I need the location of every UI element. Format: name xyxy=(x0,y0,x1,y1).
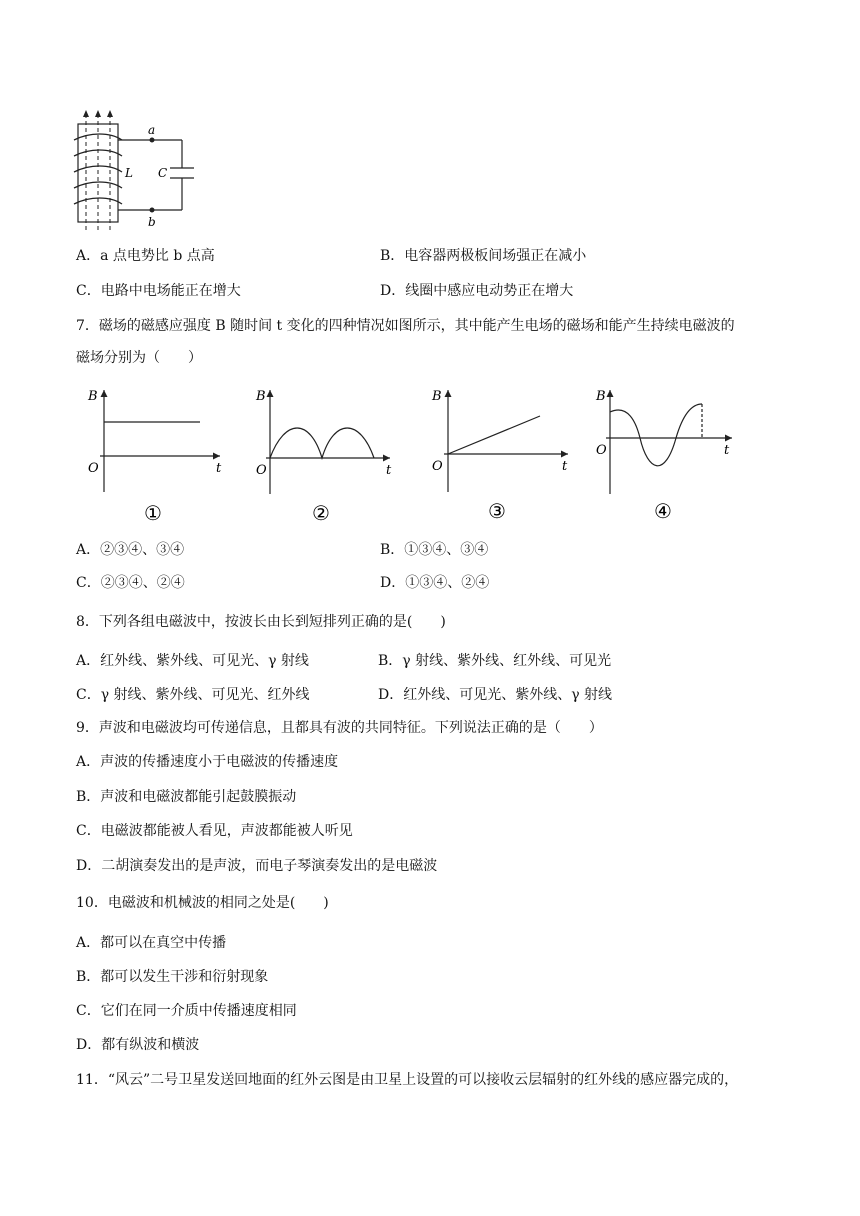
q7-graphs xyxy=(80,382,760,527)
label-b: b xyxy=(148,215,156,229)
lc-circuit-figure xyxy=(70,110,200,235)
graph3-axis-b: B xyxy=(432,389,442,404)
q8-option-c: C．γ 射线、紫外线、可见光、红外线 xyxy=(76,687,310,703)
graph1-axis-b: B xyxy=(88,389,98,404)
q8-option-b: B．γ 射线、紫外线、红外线、可见光 xyxy=(378,653,612,669)
q10-option-c: C．它们在同一介质中传播速度相同 xyxy=(76,1003,297,1019)
graph1-axis-t: t xyxy=(216,461,222,476)
label-L: L xyxy=(125,166,133,180)
q7-stem-line2: 磁场分别为（ ） xyxy=(76,350,202,366)
graph2-axis-t: t xyxy=(386,463,392,478)
graph3-label: ③ xyxy=(488,499,506,523)
q11-stem-line1: 11．“风云”二号卫星发送回地面的红外云图是由卫星上设置的可以接收云层辐射的红外线的感应器完成的， xyxy=(76,1072,739,1088)
q9-option-d: D．二胡演奏发出的是声波，而电子琴演奏发出的是电磁波 xyxy=(76,858,438,874)
graph1-origin: O xyxy=(88,461,99,476)
q8-option-d: D．红外线、可见光、紫外线、γ 射线 xyxy=(378,687,613,703)
q7-option-a: A．②③④、③④ xyxy=(76,542,185,558)
q6-option-d: D．线圈中感应电动势正在增大 xyxy=(380,283,574,299)
q9-stem: 9．声波和电磁波均可传递信息，且都具有波的共同特征。下列说法正确的是（ ） xyxy=(76,720,603,736)
graph2-label: ② xyxy=(312,501,330,525)
q10-option-b: B．都可以发生干涉和衍射现象 xyxy=(76,969,269,985)
q10-stem: 10．电磁波和机械波的相同之处是( ) xyxy=(76,895,329,911)
q7-option-b: B．①③④、③④ xyxy=(380,542,489,558)
graph-1 xyxy=(100,390,220,492)
q9-option-b: B．声波和电磁波都能引起鼓膜振动 xyxy=(76,789,297,805)
q7-option-c: C．②③④、②④ xyxy=(76,575,185,591)
graph4-axis-b: B xyxy=(596,389,606,404)
q8-option-a: A．红外线、紫外线、可见光、γ 射线 xyxy=(76,653,309,669)
label-C: C xyxy=(158,166,168,180)
graph1-label: ① xyxy=(144,501,162,525)
graph4-origin: O xyxy=(596,443,607,458)
q9-option-a: A．声波的传播速度小于电磁波的传播速度 xyxy=(76,754,339,770)
q10-option-a: A．都可以在真空中传播 xyxy=(76,935,227,951)
q9-option-c: C．电磁波都能被人看见，声波都能被人听见 xyxy=(76,823,353,839)
q7-stem-line1: 7．磁场的磁感应强度 B 随时间 t 变化的四种情况如图所示，其中能产生电场的磁场和能产生持续电磁波的 xyxy=(76,318,735,334)
label-a: a xyxy=(148,123,156,137)
q6-option-b: B．电容器两极板间场强正在减小 xyxy=(380,248,587,264)
graph-2 xyxy=(266,390,390,494)
q7-option-d: D．①③④、②④ xyxy=(380,575,490,591)
graph4-axis-t: t xyxy=(724,443,730,458)
graph2-origin: O xyxy=(256,463,267,478)
q10-option-d: D．都有纵波和横波 xyxy=(76,1037,200,1053)
graph-3 xyxy=(444,390,568,492)
graph-4 xyxy=(606,390,732,494)
q8-stem: 8．下列各组电磁波中，按波长由长到短排列正确的是( ) xyxy=(76,614,446,630)
q6-option-c: C．电路中电场能正在增大 xyxy=(76,283,241,299)
graph3-axis-t: t xyxy=(562,459,568,474)
graph4-label: ④ xyxy=(654,499,672,523)
q6-option-a: A．a 点电势比 b 点高 xyxy=(76,248,215,264)
graph2-axis-b: B xyxy=(256,389,266,404)
graph3-origin: O xyxy=(432,459,443,474)
